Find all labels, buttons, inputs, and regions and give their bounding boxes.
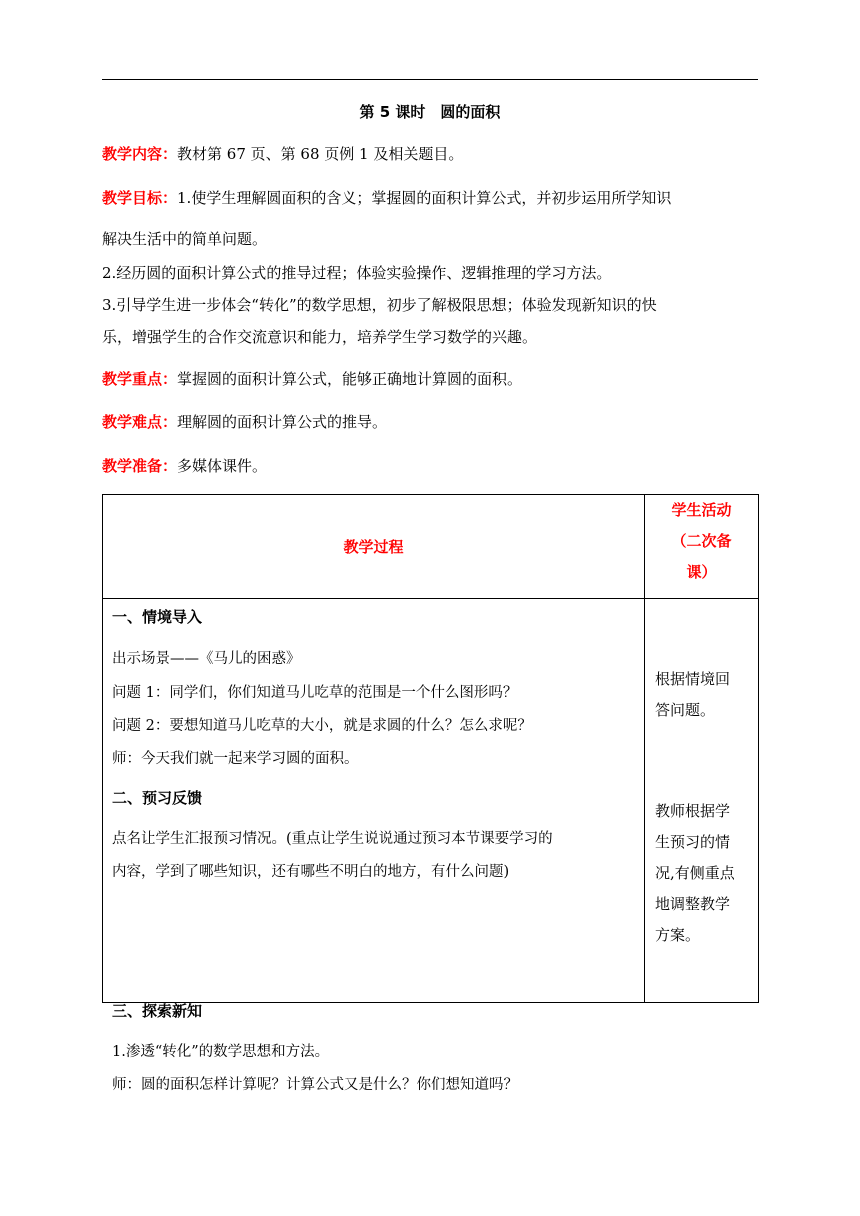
activity-cell <box>645 599 759 1003</box>
header-rule <box>102 79 758 80</box>
col-header-activity-line3: 课） <box>686 563 717 581</box>
col-header-activity-line1: 学生活动 <box>671 501 732 519</box>
col-header-activity <box>645 495 759 599</box>
lesson-table <box>102 494 759 1093</box>
activity-note-2-line-3: 况,有侧重点 <box>655 864 735 882</box>
content-text: 教材第 67 页、第 68 页例 1 及相关题目。 <box>177 145 464 163</box>
activity-note-1-line-1: 根据情境回 <box>655 670 731 688</box>
difficulty-line <box>102 412 762 432</box>
prep-label: 教学准备： <box>102 457 178 475</box>
goals-line-1 <box>102 188 762 208</box>
col-header-process: 教学过程 <box>103 495 645 599</box>
section-1-title: 一、情境导入 <box>112 608 203 626</box>
activity-note-2-line-2: 生预习的情 <box>655 833 731 851</box>
activity-note-2-line-5: 方案。 <box>655 926 701 944</box>
key-line <box>102 369 762 389</box>
prep-text: 多媒体课件。 <box>177 457 268 475</box>
goal3-line2: 乐，增强学生的合作交流意识和能力，培养学生学习数学的兴趣。 <box>102 328 538 346</box>
goal1-line1: 1.使学生理解圆面积的含义；掌握圆的面积计算公式，并初步运用所学知识 <box>177 189 672 207</box>
goal3-line1: 3.引导学生进一步体会“转化”的数学思想，初步了解极限思想；体验发现新知识的快 <box>102 296 657 314</box>
section-1-line-1: 出示场景——《马儿的困惑》 <box>112 651 301 667</box>
key-label: 教学重点： <box>102 370 178 388</box>
process-cell <box>103 599 645 1093</box>
difficulty-label: 教学难点： <box>102 413 178 431</box>
section-3-line-2: 师：圆的面积怎样计算呢？计算公式又是什么？你们想知道吗？ <box>112 1077 518 1093</box>
key-text: 掌握圆的面积计算公式，能够正确地计算圆的面积。 <box>177 370 523 388</box>
page-title: 第 5 课时 圆的面积 <box>359 103 501 121</box>
activity-note-2 <box>655 796 765 951</box>
prep-line <box>102 456 762 476</box>
table-header-row <box>103 495 759 599</box>
content-label: 教学内容： <box>102 145 178 163</box>
section-1-line-2: 问题 1：同学们，你们知道马儿吃草的范围是一个什么图形吗？ <box>112 685 518 701</box>
section-1-line-3: 问题 2：要想知道马儿吃草的大小，就是求圆的什么？怎么求呢？ <box>112 718 532 734</box>
goals-label: 教学目标： <box>102 189 178 207</box>
col-header-activity-line2: （二次备 <box>671 532 732 550</box>
table-body-row <box>103 599 759 1003</box>
content-line <box>102 144 762 164</box>
section-2-line-1: 点名让学生汇报预习情况。(重点让学生说说通过预习本节课要学习的 <box>112 831 553 847</box>
section-3-line-1: 1.渗透“转化”的数学思想和方法。 <box>112 1044 330 1060</box>
section-1-line-4: 师：今天我们就一起来学习圆的面积。 <box>112 751 359 767</box>
goal1-line2: 解决生活中的简单问题。 <box>102 230 268 248</box>
activity-note-1-line-2: 答问题。 <box>655 701 716 719</box>
section-2-title: 二、预习反馈 <box>112 789 203 807</box>
activity-note-2-line-4: 地调整教学 <box>655 895 731 913</box>
activity-note-2-line-1: 教师根据学 <box>655 802 731 820</box>
goal2: 2.经历圆的面积计算公式的推导过程；体验实验操作、逻辑推理的学习方法。 <box>102 264 612 282</box>
section-3-title: 三、探索新知 <box>112 1002 203 1020</box>
activity-note-1 <box>655 664 765 726</box>
section-2-line-2: 内容，学到了哪些知识，还有哪些不明白的地方，有什么问题) <box>112 864 510 880</box>
difficulty-text: 理解圆的面积计算公式的推导。 <box>177 413 388 431</box>
